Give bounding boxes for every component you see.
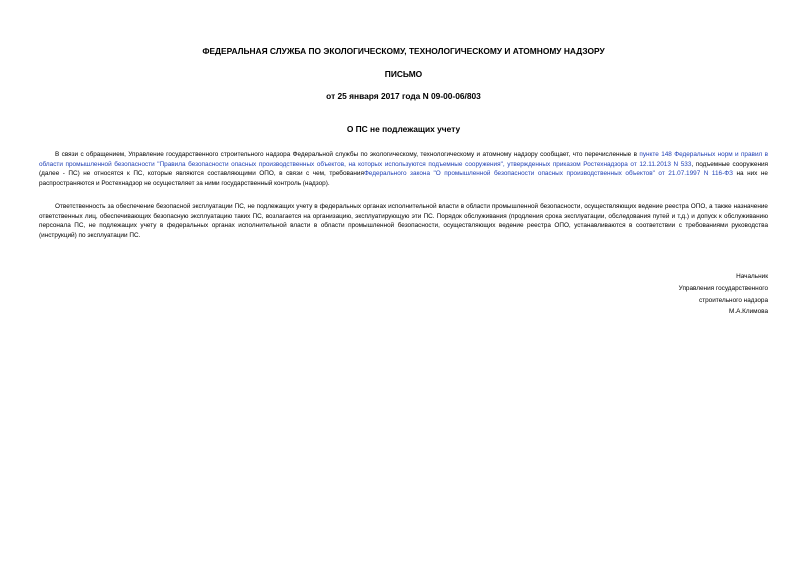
signature-block (568, 271, 768, 318)
signature-position: Начальник (736, 273, 768, 280)
document-subject: О ПС не подлежащих учету (346, 124, 461, 134)
document-type: ПИСЬМО (384, 69, 423, 79)
paragraph-1-text-c: на них не распространяются и Ростехнадзор не осуществляет за ними государственный контроль (надзор). (39, 170, 768, 187)
paragraph-1 (39, 150, 768, 188)
document-date-number: от 25 января 2017 года N 09-00-06/803 (326, 91, 481, 101)
link-rules-item-148[interactable]: пункте 148 Федеральных норм и правил в области промышленной безопасности "Правила безопасности опасных производственных объектов, на которых используются подъемные сооружения", утвержденных приказом Ростехнадзора от 12.11.2013 N 533 (39, 151, 768, 168)
signature-name: М.А.Климова (729, 308, 768, 316)
link-federal-law-116[interactable]: Федерального закона "О промышленной безопасности опасных производственных объектов" от 21.07.1997 N 116-ФЗ (363, 170, 733, 178)
agency-title: ФЕДЕРАЛЬНАЯ СЛУЖБА ПО ЭКОЛОГИЧЕСКОМУ, ТЕХНОЛОГИЧЕСКОМУ И АТОМНОМУ НАДЗОРУ (202, 46, 605, 56)
paragraph-1-text-a: В связи с обращением, Управление государственного строительного надзора Федеральной службы по экологическому, технологическому и атомному надзору сообщает, что перечисленные в (55, 151, 640, 158)
paragraph-2: Ответственность за обеспечение безопасной эксплуатации ПС, не подлежащих учету в федеральных органах исполнительной власти в области промышленной безопасности, осуществляющих ведение реестра ОПО, а также назначение ответственных лиц, обеспечивающих безопасную эксплуатацию таких ПС, возлагается на организацию, эксплуатирующую эти ПС. Порядок обслуживания (продления срока эксплуатации, обследования путей и т.д.) и допуск к обслуживанию персонала ПС, не подлежащих учету в федеральных органах исполнительной власти в области промышленной безопасности, осуществляющих ведение реестра ОПО, устанавливаются в соответствии с требованиями руководства (инструкций) по эксплуатации ПС. (39, 203, 768, 239)
paragraph-1-text-b: , подъемные сооружения (далее - ПС) не относятся к ПС, которые являются составляющими ОПО, в связи с чем, требования (39, 160, 768, 178)
signature-department-cont: строительного надзора (699, 296, 768, 304)
signature-department: Управления государственного (678, 284, 768, 292)
